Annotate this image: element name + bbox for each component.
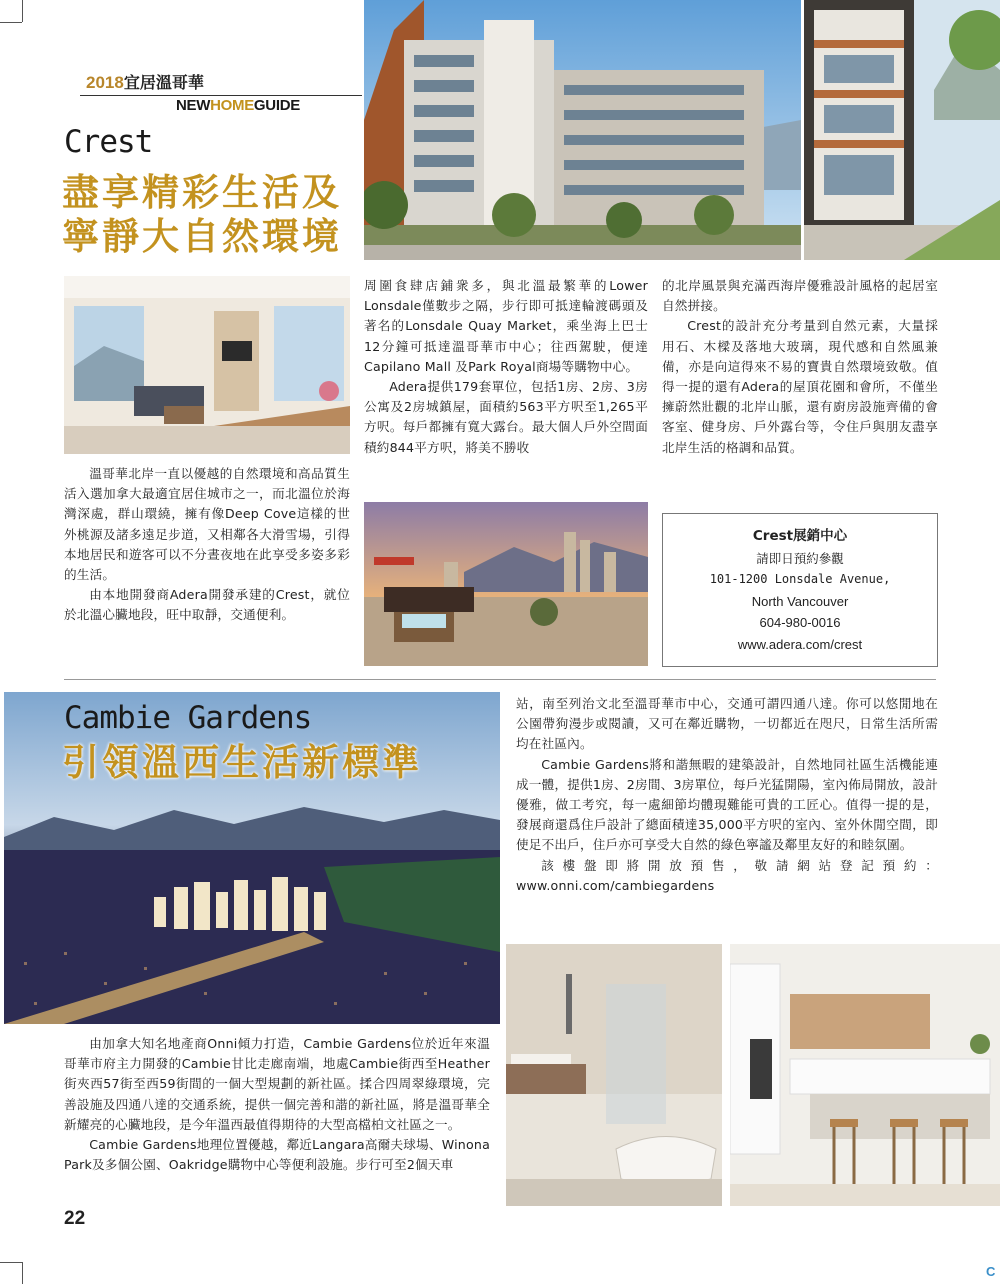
cambie-paragraph: 站，南至列治文北至溫哥華市中心，交通可謂四通八達。你可以悠閒地在公園帶狗漫步或閱讀，又可在鄰近購物，一切都近在咫尺，日常生活所需均在社區內。 — [516, 696, 938, 752]
header-year: 2018 — [86, 73, 124, 92]
header-guide-guide: GUIDE — [253, 97, 300, 114]
crest-column-2 — [364, 276, 648, 458]
crest-rooftop-photo — [364, 502, 648, 666]
cambie-paragraph: Cambie Gardens地理位置優越，鄰近Langara高爾夫球場、Winona Park及多個公園、Oakridge購物中心等便利設施。步行可至2個天車 — [64, 1137, 490, 1173]
sales-centre-city: North Vancouver — [751, 593, 849, 609]
crest-title-cn-line2: 寧靜大自然環境 — [62, 215, 342, 258]
crest-paragraph: 溫哥華北岸一直以優越的自然環境和高品質生活入選加拿大最適宜居住城市之一，而北溫位於海灣深處，群山環繞，擁有像Deep Cove這樣的世外桃源及諸多遠足步道，又相鄰各大滑雪場，引得本地居民和遊客可以不分晝夜地在此享受多姿多彩的生活。 — [64, 466, 350, 583]
crest-paragraph: 的北岸風景與充滿西海岸優雅設計風格的起居室自然拼接。 — [662, 278, 938, 314]
page-number: 22 — [64, 1208, 86, 1229]
sales-centre-address: 101-1200 Lonsdale Avenue, — [709, 572, 891, 586]
crest-building-photo — [364, 0, 801, 260]
sales-centre-title: Crest展銷中心 — [752, 528, 848, 544]
crest-column-3 — [662, 276, 938, 458]
crest-title-en: Crest — [64, 124, 153, 160]
cambie-title-en: Cambie Gardens — [64, 700, 312, 736]
sales-centre-website[interactable]: www.adera.com/crest — [737, 636, 863, 652]
crop-mark — [0, 22, 22, 23]
crop-mark — [0, 1262, 22, 1263]
crest-column-1 — [64, 464, 350, 626]
cambie-paragraph: Cambie Gardens將和諧無暇的建築設計，自然地同社區生活機能連成一體，提供1房、2房間、3房單位，每戶光猛開陽，室內佈局開放，設計優雅，做工考究，每一處細節均體現難能可貴的工匠心。值得一提的是，發展商還爲住戶設計了總面積達35,000平方呎的室內、室外休閒空間，即使足不出戶，住戶亦可享受大自然的綠色寧謐及鄰里友好的和睦氛圍。 — [516, 756, 938, 853]
cambie-bathroom-photo — [506, 944, 722, 1206]
crest-paragraph: Adera提供179套單位，包括1房、2房、3房公寓及2房城鎮屋，面積約563平方呎至1,265平方呎。每戶都擁有寬大露台。最大個人戶外空間面積約844平方呎，將美不勝收 — [364, 379, 648, 455]
crest-living-room-photo — [64, 276, 350, 454]
header-guide-new: NEW — [176, 97, 211, 114]
crest-streetview-photo — [804, 0, 1000, 260]
cambie-column-2 — [516, 694, 938, 896]
crest-paragraph: 周圍食肆店鋪衆多，與北溫最繁華的Lower Lonsdale僅數步之隔，步行即可抵達輪渡碼頭及著名的Lonsdale Quay Market，乘坐海上巴士12分鐘可抵達溫哥華市中心；往西駕駛，便達Capilano Mall 及Park Royal商場等購物中心。 — [364, 278, 648, 374]
crest-paragraph: Crest的設計充分考量到自然元素，大量採用石、木樑及落地大玻璃，現代感和自然風兼備，亦是向這得來不易的寶貴自然環境致敬。值得一提的還有Adera的屋頂花園和會所，不僅坐擁蔚然壯觀的北岸山脈，還有廚房設施齊備的會客室、健身房、戶外露台等，令住戶與朋友盡享北岸生活的格調和品質。 — [662, 318, 938, 455]
cambie-title-cn: 引領溫西生活新標準 — [62, 741, 422, 784]
sales-centre-appointment: 請即日預約參觀 — [756, 550, 844, 566]
cambie-paragraph: 由加拿大知名地產商Onni傾力打造，Cambie Gardens位於近年來溫哥華市府主力開發的Cambie甘比走廊南端，地處Cambie街西至Heather街夾西57街至西59街間的一個大型規劃的新社區。揉合四周翠綠環境，完善設施及四通八達的交通系統，提供一個完善和諧的新社區，將是溫哥華全新耀亮的心臟地段，是今年溫西最值得期待的大型高檔柏文社區之一。 — [64, 1036, 490, 1132]
section-divider — [64, 679, 936, 680]
header-city: 宜居溫哥華 — [123, 73, 204, 92]
crop-mark — [22, 0, 23, 22]
sales-centre-phone: 604-980-0016 — [759, 615, 841, 630]
header-guide-home: HOME — [210, 97, 254, 114]
corner-letter: C — [986, 1264, 996, 1279]
cambie-kitchen-photo — [730, 944, 1000, 1206]
crop-mark — [22, 1262, 23, 1284]
cambie-paragraph: 該樓盤即將開放預售，敬請網站登記預約：www.onni.com/cambiegardens — [516, 857, 938, 893]
cambie-column-1 — [64, 1034, 490, 1175]
magazine-header — [80, 70, 362, 120]
crest-paragraph: 由本地開發商Adera開發承建的Crest，就位於北溫心臟地段，旺中取靜，交通便利。 — [64, 587, 350, 623]
crest-title-cn-line1: 盡享精彩生活及 — [62, 171, 342, 214]
crest-sales-centre-box — [662, 513, 938, 667]
